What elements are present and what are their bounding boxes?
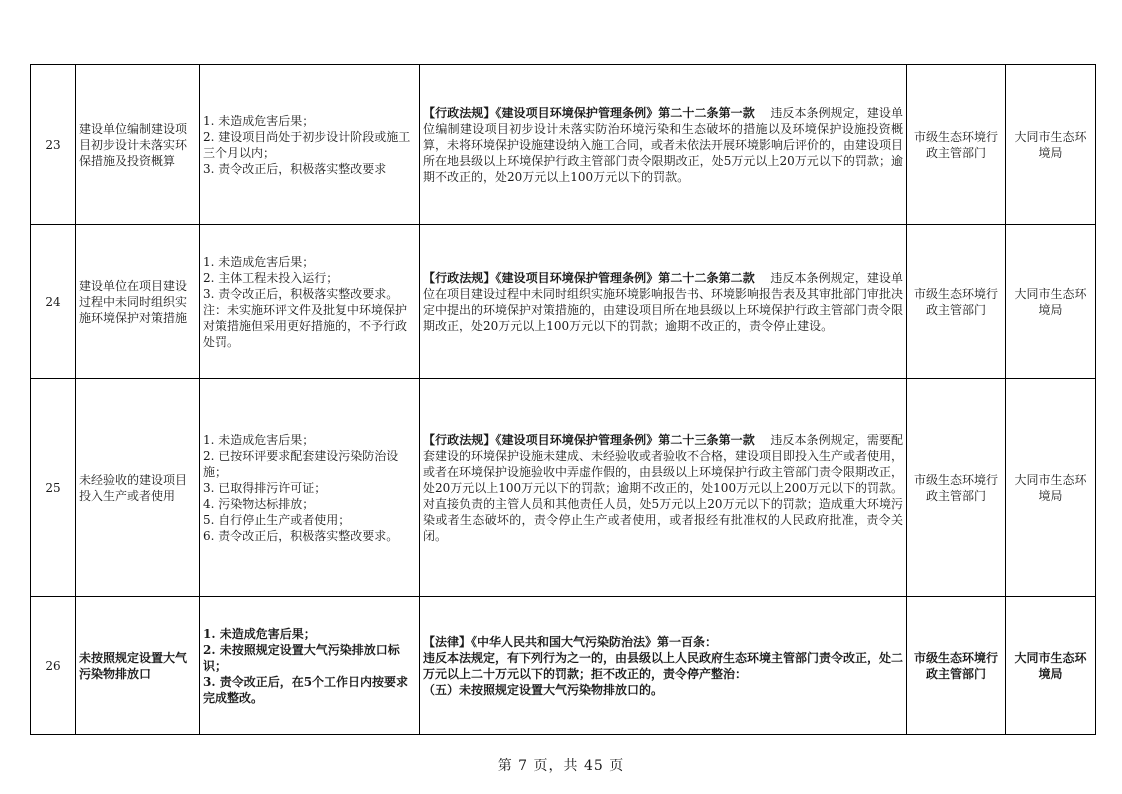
table-row <box>31 65 1096 225</box>
law-text: 违反本条例规定，建设单位在项目建设过程中未同时组织实施环境影响报告书、环境影响报告表及其审批部门审批决定中提出的环境保护对策措施的，由建设项目所在地县级以上环境保护行政主管部门责令限期改正，处20万元以上100万元以下的罚款；逾期不改正的，责令停止建设。 <box>423 270 904 333</box>
conditions-cell <box>200 65 420 225</box>
law-reference: 【法律】《中华人民共和国大气污染防治法》第一百条： <box>423 634 718 649</box>
row-number: 25 <box>31 379 76 597</box>
organization-cell: 大同市生态环境局 <box>1006 379 1096 597</box>
condition-line: 2. 建设项目尚处于初步设计阶段或施工三个月以内； <box>203 129 411 160</box>
condition-line: 3. 责令改正后，在5个工作日内按要求完成整改。 <box>203 674 409 705</box>
law-text: 违反本条例规定，建设单位编制建设项目初步设计未落实防治环境污染和生态破坏的措施以及环境保护设施投资概算，未将环境保护设施建设纳入施工合同，或者未依法开展环境影响后评价的，由建设项目所在地县级以上环境保护行政主管部门责令限期改正，处5万元以上20万元以下的罚款；逾期不改正的，处20万元以上100万元以下的罚款。 <box>423 105 904 184</box>
law-text: （五）未按照规定设置大气污染物排放口的。 <box>423 682 664 697</box>
row-number: 26 <box>31 597 76 735</box>
department-cell: 市级生态环境行政主管部门 <box>907 225 1006 379</box>
legal-basis-cell <box>420 65 907 225</box>
condition-line: 注：未实施环评文件及批复中环境保护对策措施但采用更好措施的，不予行政处罚。 <box>203 302 408 349</box>
condition-line: 1. 未造成危害后果； <box>203 432 315 447</box>
condition-line: 1. 未造成危害后果； <box>203 254 315 269</box>
law-reference: 【行政法规】《建设项目环境保护管理条例》第二十三条第一款 <box>423 432 755 447</box>
condition-line: 3. 已取得排污许可证； <box>203 480 327 495</box>
legal-basis-cell <box>420 379 907 597</box>
legal-basis-cell <box>420 597 907 735</box>
condition-line: 3. 责令改正后，积极落实整改要求 <box>203 161 387 176</box>
legal-basis-cell <box>420 225 907 379</box>
conditions-cell <box>200 597 420 735</box>
violation-item: 建设单位在项目建设过程中未同时组织实施环境保护对策措施 <box>76 225 200 379</box>
law-text: 违反本条例规定，需要配套建设的环境保护设施未建成、未经验收或者验收不合格，建设项目即投入生产或者使用，或者在环境保护设施验收中弄虚作假的，由县级以上环境保护行政主管部门责令限期改正，处20万元以上100万元以下的罚款；逾期不改正的，处100万元以上200万元以下的罚款。对直接负责的主管人员和其他责任人员，处5万元以上20万元以下的罚款；造成重大环境污染或者生态破坏的，责令停止生产或者使用，或者报经有批准权的人民政府批准，责令关闭。 <box>423 432 904 543</box>
organization-cell: 大同市生态环境局 <box>1006 65 1096 225</box>
department-cell: 市级生态环境行政主管部门 <box>907 379 1006 597</box>
organization-cell: 大同市生态环境局 <box>1006 597 1096 735</box>
condition-line: 2. 未按照规定设置大气污染排放口标识； <box>203 642 400 673</box>
department-cell: 市级生态环境行政主管部门 <box>907 65 1006 225</box>
condition-line: 4. 污染物达标排放； <box>203 496 315 511</box>
row-number: 24 <box>31 225 76 379</box>
law-reference: 【行政法规】《建设项目环境保护管理条例》第二十二条第一款 <box>423 105 755 120</box>
organization-cell: 大同市生态环境局 <box>1006 225 1096 379</box>
violation-item: 未经验收的建设项目投入生产或者使用 <box>76 379 200 597</box>
violation-item: 建设单位编制建设项目初步设计未落实环保措施及投资概算 <box>76 65 200 225</box>
table-row <box>31 225 1096 379</box>
condition-line: 1. 未造成危害后果； <box>203 626 316 641</box>
condition-line: 6. 责令改正后，积极落实整改要求。 <box>203 528 399 543</box>
condition-line: 3. 责令改正后，积极落实整改要求。 <box>203 286 399 301</box>
law-text: 违反本法规定，有下列行为之一的，由县级以上人民政府生态环境主管部门责令改正，处二万元以上二十万元以下的罚款；拒不改正的，责令停产整治： <box>423 650 904 681</box>
row-number: 23 <box>31 65 76 225</box>
conditions-cell <box>200 379 420 597</box>
conditions-cell <box>200 225 420 379</box>
condition-line: 2. 已按环评要求配套建设污染防治设施； <box>203 448 399 479</box>
table-row <box>31 597 1096 735</box>
law-reference: 【行政法规】《建设项目环境保护管理条例》第二十二条第二款 <box>423 270 755 285</box>
regulation-table <box>30 64 1096 735</box>
violation-item: 未按照规定设置大气污染物排放口 <box>76 597 200 735</box>
page-footer: 第 7 页，共 45 页 <box>497 758 625 774</box>
condition-line: 5. 自行停止生产或者使用； <box>203 512 351 527</box>
table-row <box>31 379 1096 597</box>
condition-line: 2. 主体工程未投入运行； <box>203 270 339 285</box>
department-cell: 市级生态环境行政主管部门 <box>907 597 1006 735</box>
condition-line: 1. 未造成危害后果； <box>203 113 315 128</box>
